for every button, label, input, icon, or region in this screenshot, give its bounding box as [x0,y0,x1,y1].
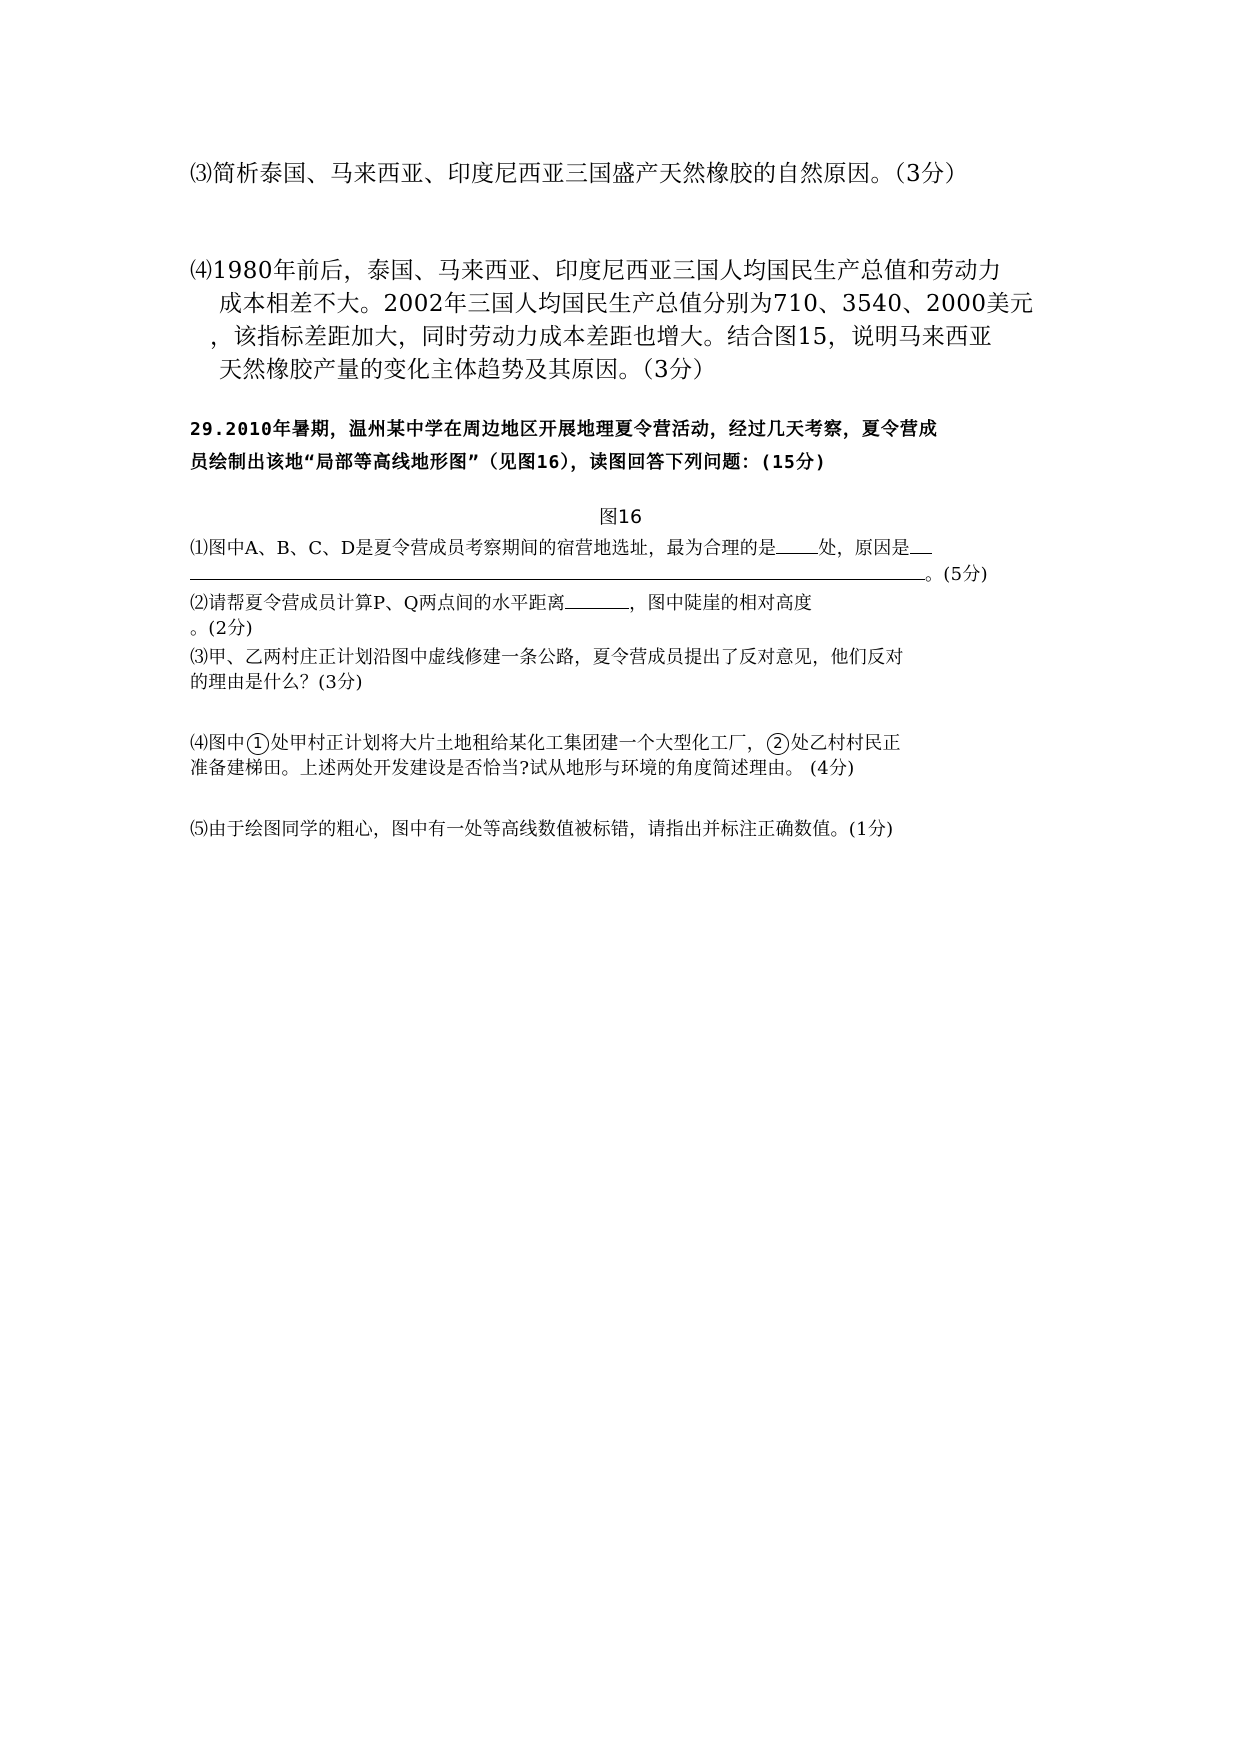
sub-question-3-line-1: ⑶甲、乙两村庄正计划沿图中虚线修建一条公路，夏令营成员提出了反对意见，他们反对 [190,647,904,668]
sub-question-2 [190,590,1070,641]
circled-number-1: 1 [247,733,269,755]
question-4 [190,255,1070,387]
sub-question-4-line-1 [190,731,1070,756]
sub-question-4-text-a: ⑷图中 [190,733,245,754]
sub-question-4 [190,731,1070,781]
sub-question-4-line-2: 准备建梯田。上述两处开发建设是否恰当?试从地形与环境的角度简述理由。 (4分) [190,758,855,779]
sub-question-3 [190,645,1070,695]
sub-question-5 [190,817,1070,842]
sub-question-3-line-2: 的理由是什么？(3分) [190,672,363,693]
answer-blank-site[interactable] [776,535,818,554]
sub-question-1-text-a: ⑴图中A、B、C、D是夏令营成员考察期间的宿营地选址，最为合理的是 [190,538,777,559]
question-3 [190,158,1090,191]
answer-blank-reason-start[interactable] [910,535,932,554]
question-29-stem [190,413,1070,479]
sub-question-2-text-b: ，图中陡崖的相对高度 [629,593,813,614]
question-4-line-1-text: 1980年前后，泰国、马来西亚、印度尼西亚三国人均国民生产总值和劳动力 [212,258,1002,284]
sub-question-1-text-b: 处，原因是 [818,538,910,559]
sub-question-2-line-1 [190,590,1070,616]
answer-blank-distance[interactable] [565,590,629,609]
question-3-number: ⑶ [190,162,213,187]
sub-question-4-text-b: 处甲村正计划将大片土地租给某化工集团建一个大型化工厂， [270,733,766,754]
question-4-line-1 [190,255,1070,288]
question-4-line-4: 天然橡胶产量的变化主体趋势及其原因。（3分） [219,357,717,383]
question-29-line-1: 29.2010年暑期，温州某中学在周边地区开展地理夏令营活动，经过几天考察，夏令营成 [190,419,938,440]
sub-question-1-end: 。(5分) [925,564,988,585]
question-4-line-2: 成本相差不大。2002年三国人均国民生产总值分别为710、3540、2000美元 [219,291,1034,317]
sub-question-2-text-a: ⑵请帮夏令营成员计算P、Q两点间的水平距离 [190,593,566,614]
sub-question-5-line-1: ⑸由于绘图同学的粗心，图中有一处等高线数值被标错，请指出并标注正确数值。(1分) [190,819,894,840]
sub-question-1-line-2 [190,561,1070,587]
question-29-line-2: 员绘制出该地“局部等高线地形图”（见图16），读图回答下列问题：(15分) [190,452,827,473]
sub-question-2-line-2: 。(2分) [190,618,253,639]
answer-blank-reason[interactable] [190,561,925,580]
sub-question-1 [190,535,1070,587]
sub-question-1-line-1 [190,535,1070,561]
question-3-text: 简析泰国、马来西亚、印度尼西亚三国盛产天然橡胶的自然原因。（3分） [212,161,969,187]
circled-number-2: 2 [767,733,789,755]
question-4-line-3: ，该指标差距加大，同时劳动力成本差距也增大。结合图15，说明马来西亚 [210,324,993,350]
figure-caption: 图16 [598,506,643,528]
sub-question-4-text-c: 处乙村村民正 [791,733,901,754]
question-4-number: ⑷ [190,259,213,284]
